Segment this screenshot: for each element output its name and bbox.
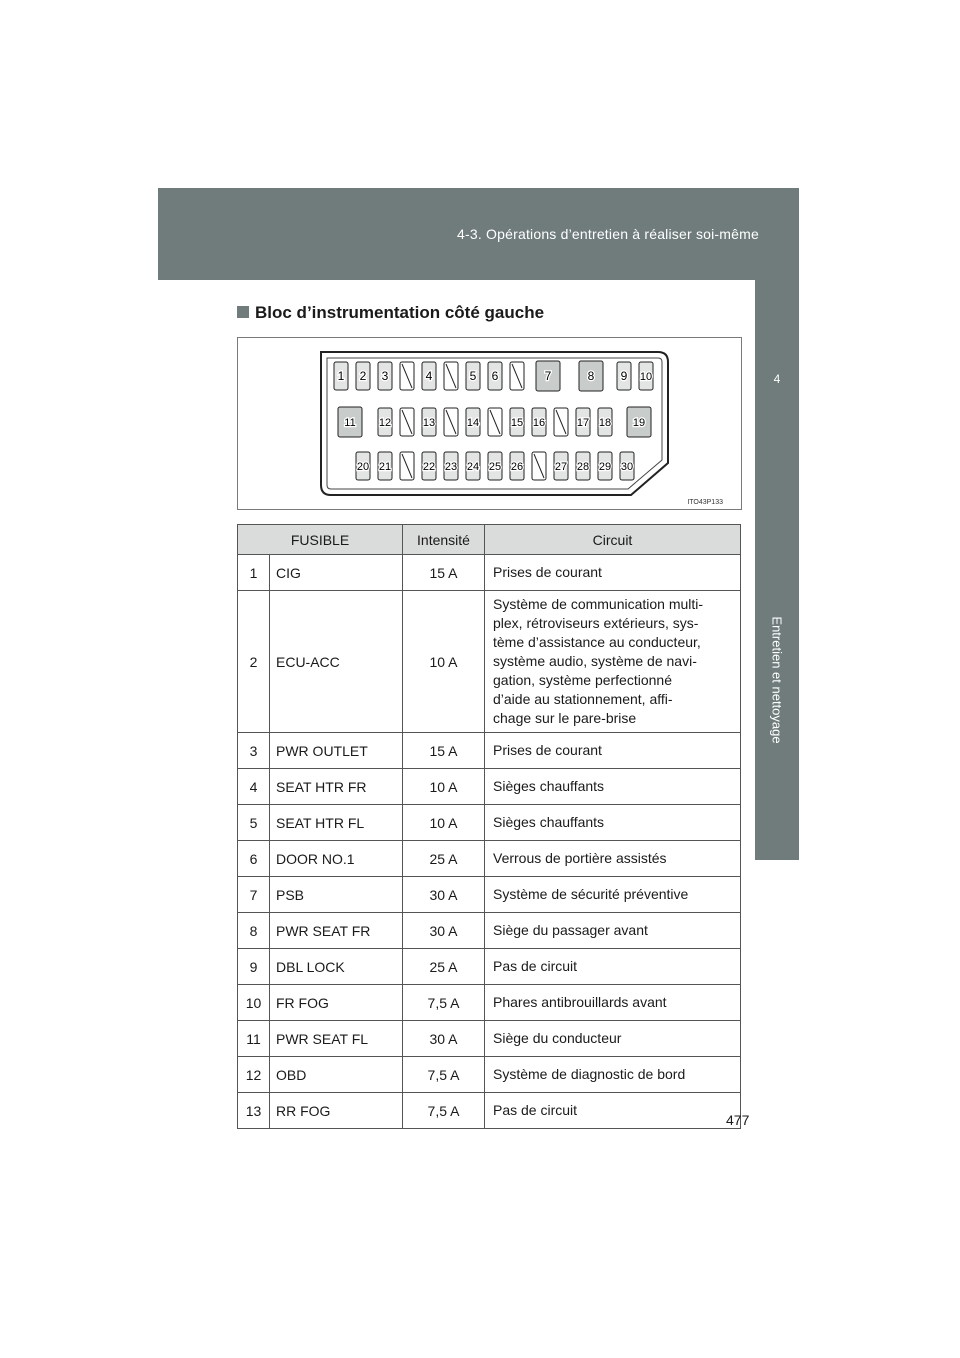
fuse-number-label: 17 (576, 417, 590, 429)
fuse-name-cell: ECU-ACC (270, 591, 403, 733)
fuse-number-label: 3 (381, 369, 389, 383)
fuse-number-label: 5 (469, 369, 477, 383)
fuse-number-label: 16 (532, 417, 546, 429)
table-row (238, 913, 741, 949)
fuse-number-label: 1 (337, 369, 345, 383)
fuse-number-label: 21 (378, 461, 392, 473)
fuse-circuit-cell: Pas de circuit (485, 1093, 741, 1129)
fuse-amperage-cell: 10 A (403, 591, 485, 733)
fuse-circuit-cell: Phares antibrouillards avant (485, 985, 741, 1021)
chapter-header-band (158, 188, 799, 280)
fuse-number-cell: 5 (238, 805, 270, 841)
fuse-number-cell: 11 (238, 1021, 270, 1057)
fuse-amperage-cell: 15 A (403, 555, 485, 591)
chapter-breadcrumb: 4-3. Opérations d’entretien à réaliser soi-même (457, 226, 759, 242)
section-title: Bloc d’instrumentation côté gauche (255, 303, 545, 322)
fuse-circuit-cell: Pas de circuit (485, 949, 741, 985)
fuse-number-label: 25 (488, 461, 502, 473)
fuse-number-cell: 12 (238, 1057, 270, 1093)
fuse-amperage-cell: 30 A (403, 1021, 485, 1057)
fuse-amperage-cell: 7,5 A (403, 985, 485, 1021)
fuse-number-label: 13 (422, 417, 436, 429)
fuse-number-label: 28 (576, 461, 590, 473)
fuse-circuit-cell: Prises de courant (485, 555, 741, 591)
fuse-number-label: 23 (444, 461, 458, 473)
fuse-name-cell: PWR SEAT FL (270, 1021, 403, 1057)
figure-code: ITO43P133 (687, 499, 723, 506)
fuse-name-cell: SEAT HTR FR (270, 769, 403, 805)
fuse-number-cell: 4 (238, 769, 270, 805)
fuse-number-label: 20 (356, 461, 370, 473)
table-row (238, 949, 741, 985)
fuse-number-cell: 13 (238, 1093, 270, 1129)
fuse-number-label: 6 (491, 369, 499, 383)
fuse-number-cell: 1 (238, 555, 270, 591)
table-row (238, 877, 741, 913)
fuse-number-label: 22 (422, 461, 436, 473)
fuse-number-cell: 3 (238, 733, 270, 769)
fuse-number-label: 19 (632, 417, 646, 429)
table-row (238, 769, 741, 805)
fuse-circuit-cell: Système de diagnostic de bord (485, 1057, 741, 1093)
chapter-number: 4 (773, 372, 781, 386)
fuse-number-label: 10 (639, 371, 653, 383)
column-header-circuit: Circuit (485, 525, 741, 555)
fuse-number-cell: 10 (238, 985, 270, 1021)
table-row (238, 1057, 741, 1093)
fuse-table (237, 524, 741, 1129)
fuse-name-cell: CIG (270, 555, 403, 591)
fuse-name-cell: DBL LOCK (270, 949, 403, 985)
fuse-number-label: 15 (510, 417, 524, 429)
table-row (238, 1021, 741, 1057)
chapter-label: Entretien et nettoyage (769, 616, 785, 744)
fuse-number-label: 7 (544, 369, 552, 383)
fuse-circuit-cell: Sièges chauffants (485, 769, 741, 805)
table-row (238, 985, 741, 1021)
fuse-number-label: 27 (554, 461, 568, 473)
section-heading (237, 303, 544, 323)
fuse-number-cell: 9 (238, 949, 270, 985)
fuse-name-cell: DOOR NO.1 (270, 841, 403, 877)
fuse-circuit-cell: Verrous de portière assistés (485, 841, 741, 877)
fuse-number-label: 30 (620, 461, 634, 473)
fuse-number-label: 12 (378, 417, 392, 429)
fuse-number-label: 18 (598, 417, 612, 429)
column-header-fuse: FUSIBLE (238, 525, 403, 555)
fuse-number-label: 29 (598, 461, 612, 473)
table-row (238, 1093, 741, 1129)
table-header-row (238, 525, 741, 555)
fuse-number-label: 8 (587, 369, 595, 383)
chapter-side-tab[interactable] (755, 280, 799, 860)
fuse-amperage-cell: 10 A (403, 805, 485, 841)
fuse-amperage-cell: 30 A (403, 877, 485, 913)
table-row (238, 805, 741, 841)
fuse-number-cell: 6 (238, 841, 270, 877)
fuse-name-cell: FR FOG (270, 985, 403, 1021)
fuse-circuit-cell: Système de communication multi- plex, rétroviseurs extérieurs, sys- tème d’assistance au conducteur, système audio, système de navi- gation, système perfectionné d’aide au stationnement, affi- chage sur le pare-brise (485, 591, 741, 733)
table-row (238, 591, 741, 733)
fuse-number-label: 24 (466, 461, 480, 473)
table-row (238, 841, 741, 877)
fuse-number-cell: 8 (238, 913, 270, 949)
fuse-number-label: 26 (510, 461, 524, 473)
fuse-name-cell: PWR SEAT FR (270, 913, 403, 949)
fuse-amperage-cell: 25 A (403, 841, 485, 877)
fuse-number-label: 2 (359, 369, 367, 383)
fuse-number-label: 14 (466, 417, 480, 429)
fuse-amperage-cell: 25 A (403, 949, 485, 985)
fuse-circuit-cell: Siège du passager avant (485, 913, 741, 949)
fuse-box-diagram (237, 337, 742, 510)
fuse-circuit-cell: Prises de courant (485, 733, 741, 769)
fuse-circuit-cell: Système de sécurité préventive (485, 877, 741, 913)
square-bullet-icon (237, 306, 249, 318)
fuse-name-cell: SEAT HTR FL (270, 805, 403, 841)
fuse-name-cell: OBD (270, 1057, 403, 1093)
fuse-name-cell: RR FOG (270, 1093, 403, 1129)
fuse-amperage-cell: 7,5 A (403, 1093, 485, 1129)
column-header-amperage: Intensité (403, 525, 485, 555)
fuse-name-cell: PWR OUTLET (270, 733, 403, 769)
fuse-number-cell: 2 (238, 591, 270, 733)
fuse-amperage-cell: 15 A (403, 733, 485, 769)
page-number: 477 (726, 1112, 750, 1128)
fuse-number-label: 11 (344, 417, 356, 429)
fuse-amperage-cell: 10 A (403, 769, 485, 805)
fuse-amperage-cell: 30 A (403, 913, 485, 949)
fuse-circuit-cell: Sièges chauffants (485, 805, 741, 841)
table-row (238, 555, 741, 591)
fuse-number-cell: 7 (238, 877, 270, 913)
fuse-box-illustration (238, 338, 743, 511)
fuse-amperage-cell: 7,5 A (403, 1057, 485, 1093)
fuse-name-cell: PSB (270, 877, 403, 913)
fuse-circuit-cell: Siège du conducteur (485, 1021, 741, 1057)
fuse-number-label: 9 (620, 369, 628, 383)
fuse-number-label: 4 (425, 369, 433, 383)
table-row (238, 733, 741, 769)
